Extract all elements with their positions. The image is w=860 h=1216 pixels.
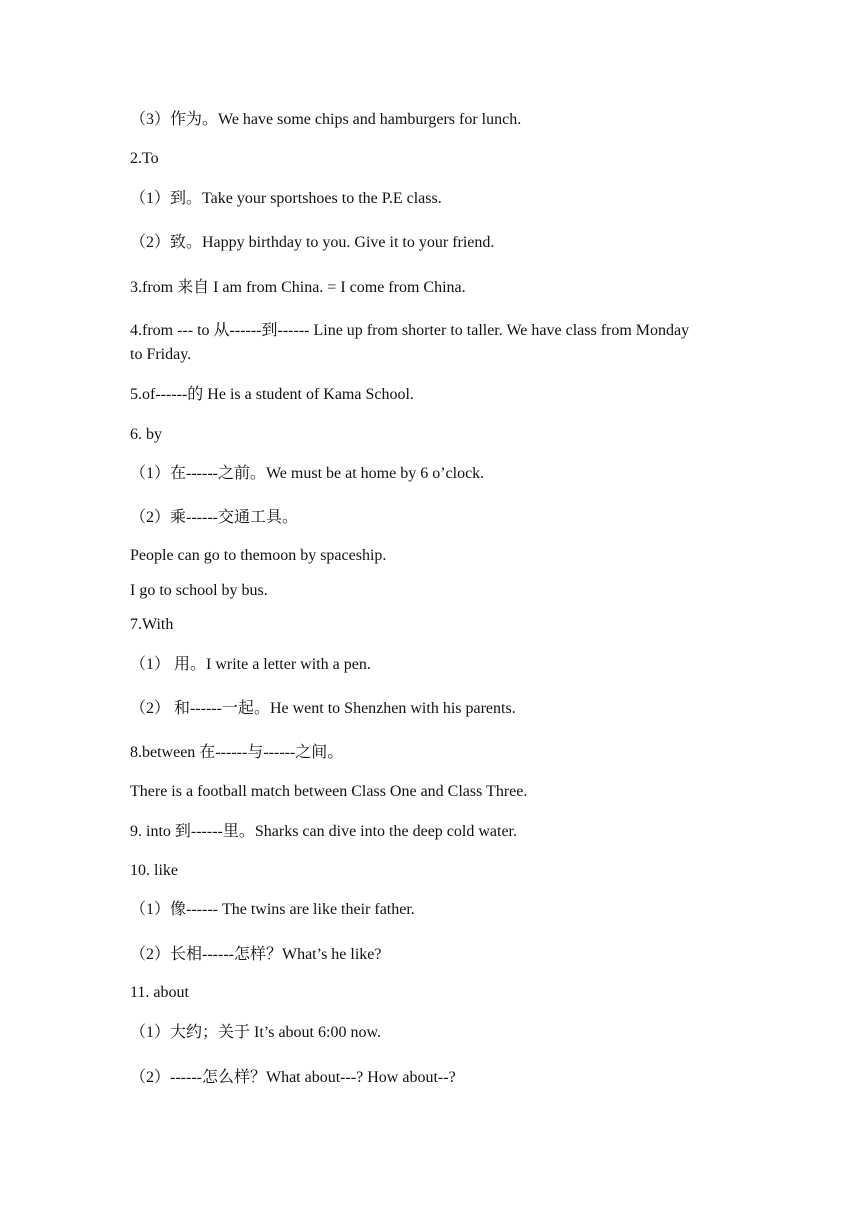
section-heading: 11. about — [130, 984, 189, 1001]
example-sentence: I go to school by bus. — [130, 582, 268, 599]
text-line: 3.from 来自 I am from China. = I come from China. — [130, 279, 466, 296]
text-line: （2） 和------一起。He went to Shenzhen with his parents. — [130, 700, 516, 717]
text-line: （1）像------ The twins are like their father. — [130, 901, 415, 918]
text-line: （3）作为。We have some chips and hamburgers for lunch. — [130, 111, 522, 128]
section-heading: 10. like — [130, 862, 178, 879]
example-sentence: People can go to themoon by spaceship. — [130, 547, 387, 564]
section-heading: 7.With — [130, 616, 174, 633]
text-line: 9. into 到------里。Sharks can dive into the deep cold water. — [130, 823, 518, 840]
text-line: （1）大约；关于 It’s about 6:00 now. — [130, 1024, 381, 1041]
text-line: （1） 用。I write a letter with a pen. — [130, 656, 371, 673]
example-sentence: There is a football match between Class One and Class Three. — [130, 783, 528, 800]
text-line: （2）致。Happy birthday to you. Give it to your friend. — [130, 234, 495, 251]
text-line: 4.from --- to 从------到------ Line up from shorter to taller. We have class from Monday to Friday. — [130, 322, 690, 363]
text-line: （2）------怎么样？What about---? How about--? — [130, 1069, 456, 1086]
text-line: （1）到。Take your sportshoes to the P.E class. — [130, 190, 442, 207]
text-line: （2）乘------交通工具。 — [130, 509, 298, 526]
text-line: （2）长相------怎样？What’s he like? — [130, 946, 382, 963]
text-line: 8.between 在------与------之间。 — [130, 744, 344, 761]
section-heading: 2.To — [130, 150, 159, 167]
section-heading: 6. by — [130, 426, 162, 443]
text-line: （1）在------之前。We must be at home by 6 o’clock. — [130, 465, 485, 482]
text-line: 5.of------的 He is a student of Kama School. — [130, 386, 414, 403]
